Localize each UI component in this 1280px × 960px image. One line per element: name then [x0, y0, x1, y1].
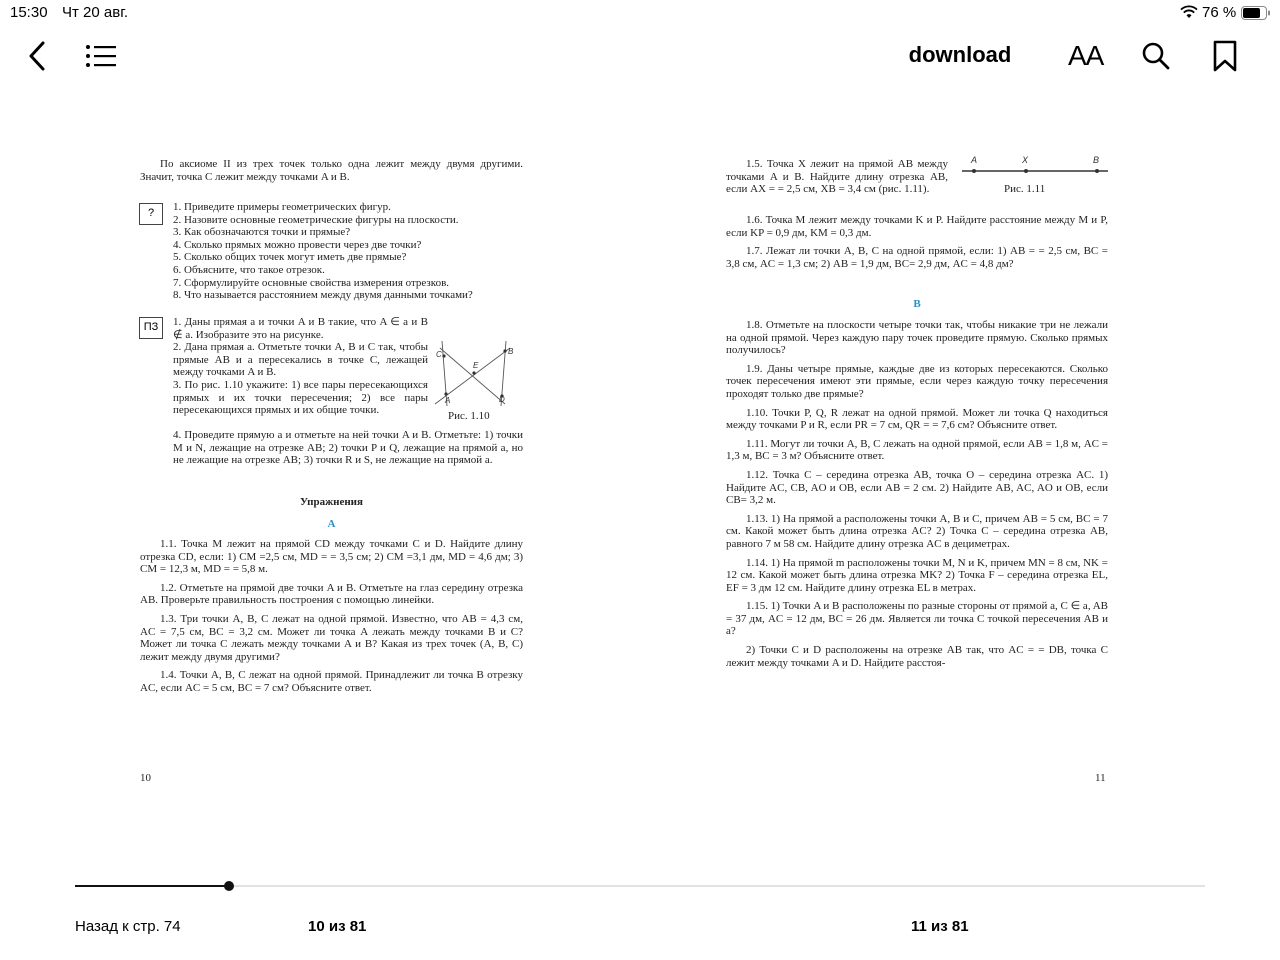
document-title: download [908, 42, 1012, 67]
exercises-heading: Упражнения [300, 496, 363, 508]
back-to-page-link[interactable]: Назад к стр. 74 [75, 918, 181, 935]
exercise-item: 1.2. Отметьте на прямой две точки A и B. Отметьте на глаз середину отрезка AB. Проверьте правильность построения с помощью линейки. [140, 581, 523, 607]
point-label: E [473, 361, 479, 370]
practical-task-4 [173, 429, 523, 467]
font-size-icon: AA [1068, 40, 1104, 71]
section-b-label: В [913, 298, 921, 310]
left-page-intro [140, 158, 523, 183]
exercise-item: 1.6. Точка M лежит между точками K и P. Найдите расстояние между M и P, если KP = 0,9 дм, KM = 0,3 дм. [726, 214, 1108, 239]
exercise-item: 1.11. Могут ли точки A, B, C лежать на одной прямой, если AB = 1,8 м, AC = 1,3 м, BC = 3 м? Объясните ответ. [726, 437, 1108, 463]
list-item: 4. Сколько прямых можно провести через две точки? [173, 238, 422, 251]
list-item: 3. По рис. 1.10 укажите: 1) все пары пересекающихся прямых и их точки пересечения; 2) все пары пересекающихся прямых и их общие точки. [173, 378, 428, 417]
right-exercises-a [726, 214, 1108, 270]
point-label: X [1022, 155, 1029, 165]
page-number-left: 10 [140, 772, 151, 784]
left-exercises [140, 538, 523, 695]
exercise-item: 1.12. Точка C – середина отрезка AB, точка O – середина отрезка AC. 1) Найдите AC, CB, AO и OB, если AB = 2 см. 2) Найдите AB, AC, AO и OB, если CB= 3,2 м. [726, 468, 1108, 507]
point-label: B [1093, 155, 1100, 165]
list-item: 1. Даны прямая a и точки A и B такие, что A ∈ a и B ∉ a. Изобразите это на рисунке. [173, 316, 428, 341]
page-number-right: 11 [1095, 772, 1106, 784]
battery-icon [1241, 6, 1271, 25]
questions-list [173, 201, 525, 302]
back-chevron-icon[interactable] [26, 40, 48, 77]
figure-1-11-caption: Рис. 1.11 [1004, 183, 1046, 195]
exercise-item: 1.13. 1) На прямой a расположены точки A, B и C, причем AB = 5 см, BC = 7 см. Какой может быть длина отрезка AC? 2) Точка C – середина отрезка AB, равного 7 м 58 см. Найдите длину отрезка AC в дециметрах. [726, 512, 1108, 550]
exercise-1-5 [726, 158, 948, 196]
page-scrubber-progress [75, 885, 229, 887]
list-item: 8. Что называется расстоянием между двумя данными точками? [173, 289, 473, 302]
search-icon[interactable] [1141, 41, 1171, 76]
battery-percent: 76 % [1202, 4, 1237, 21]
right-page-indicator: 11 из 81 [911, 918, 969, 935]
practical-tasks-1-3 [173, 316, 428, 417]
wifi-icon [1180, 5, 1198, 24]
list-item: 3. Как обозначаются точки и прямые? [173, 226, 351, 239]
table-of-contents-icon[interactable] [85, 44, 117, 73]
exercise-item: 1.10. Точки P, Q, R лежат на одной прямой. Может ли точка Q находиться между точками P и R, если PR = 7 см, QR = = 7,6 см? Объясните ответ. [726, 406, 1108, 432]
list-item: 1. Приведите примеры геометрических фигур. [173, 201, 391, 213]
status-time: 15:30 [10, 4, 48, 21]
intro-paragraph: По аксиоме II из трех точек только одна лежит между двумя другими. Значит, точка C лежит между точками A и B. [140, 158, 523, 183]
point-label: A [445, 396, 451, 405]
list-item: 4. Проведите прямую a и отметьте на ней точки A и B. Отметьте: 1) точки M и N, лежащие на отрезке AB; 2) точки P и Q, лежащие на прямой a, но не лежащие на отрезке AB; 3) точки R и S, не лежащие на прямой a. [173, 429, 523, 467]
list-item: 7. Сформулируйте основные свойства измерения отрезков. [173, 276, 450, 289]
exercise-item: 1.8. Отметьте на плоскости четыре точки так, чтобы никакие три не лежали на одной прямой. Через каждую пару точек проведите прямую. Сколько прямых получилось? [726, 319, 1108, 357]
figure-1-10 [430, 338, 525, 413]
exercise-item: 1.5. Точка X лежит на прямой AB между точками A и B. Найдите длину отрезка AB, если AX = = 2,5 см, XB = 3,4 см (рис. 1.11). [726, 158, 948, 196]
list-item: 5. Сколько общих точек могут иметь две прямые? [173, 251, 407, 264]
exercise-item: 1.7. Лежат ли точки A, B, C на одной прямой, если: 1) AB = = 2,5 см, BC = 3,8 см, AC = 1,3 см; 2) AB = 1,9 дм, BC= 2,9 дм, AC = 4,8 дм? [726, 245, 1108, 270]
right-exercises-b [726, 319, 1108, 669]
exercise-item: 1.3. Три точки A, B, C лежат на одной прямой. Известно, что AB = 4,3 см, AC = 7,5 см, BC = 3,2 см. Может ли точка A лежать между точками B и C? Может ли точка C лежать между точками A и B? Какая из трех точек (A, B, C) лежит между двумя другими? [140, 612, 523, 663]
point-label: D [499, 395, 505, 404]
list-item: 6. Объясните, что такое отрезок. [173, 263, 325, 276]
exercise-item: 1.1. Точка M лежит на прямой CD между точками C и D. Найдите длину отрезка CD, если: 1) CM =2,5 см, MD = = 3,5 см; 2) CM =3,1 дм, MD = 4,6 дм; 3) CM = 12,3 м, MD = = 5,8 м. [140, 538, 523, 576]
list-item: 2. Дана прямая a. Отметьте точки A, B и C так, чтобы прямые AB и a пересекались в точке C, лежащей между точками A и B. [173, 341, 428, 379]
point-label: B [508, 347, 514, 356]
exercise-item: 2) Точки C и D расположены на отрезке AB так, что AC = = DB, точка C лежит между точками A и D. Найдите расстоя- [726, 644, 1108, 669]
exercise-item: 1.4. Точки A, B, C лежат на одной прямой. Принадлежит ли точка B отрезку AC, если AC = 5 см, BC = 7 см? Объясните ответ. [140, 669, 523, 694]
exercise-item: 1.15. 1) Точки A и B расположены по разные стороны от прямой a, C ∈ a, AB = 37 дм, AC = 12 дм, BC = 26 дм. Является ли точка C точкой пересечения AB и a? [726, 600, 1108, 638]
page-scrubber-handle[interactable] [224, 881, 234, 891]
text-size-button[interactable] [1068, 40, 1103, 72]
page-scrubber-track[interactable] [75, 885, 1205, 887]
point-label: C [436, 350, 442, 359]
list-item: 2. Назовите основные геометрические фигуры на плоскости. [173, 213, 459, 226]
figure-1-10-caption: Рис. 1.10 [448, 410, 490, 422]
status-date: Чт 20 авг. [62, 4, 129, 21]
exercise-item: 1.9. Даны четыре прямые, каждые две из которых пересекаются. Сколько точек пересечения имеют эти прямые, если через каждую точку пересечения проходят только две прямые? [726, 362, 1108, 400]
exercise-item: 1.14. 1) На прямой m расположены точки M, N и K, причем MN = 8 см, NK = 12 см. Какой может быть длина отрезка MK? 2) Точка F – середина отрезка EL, EF = 3 дм 12 см. Найдите длину отрезка EL в метрах. [726, 556, 1108, 594]
left-page-indicator: 10 из 81 [308, 918, 367, 935]
bookmark-icon[interactable] [1212, 40, 1238, 77]
practical-tasks-marker: ПЗ [139, 317, 163, 339]
section-a-label: А [327, 518, 336, 530]
questions-marker: ? [139, 203, 163, 225]
figure-1-11 [960, 153, 1110, 182]
point-label: A [971, 155, 978, 165]
